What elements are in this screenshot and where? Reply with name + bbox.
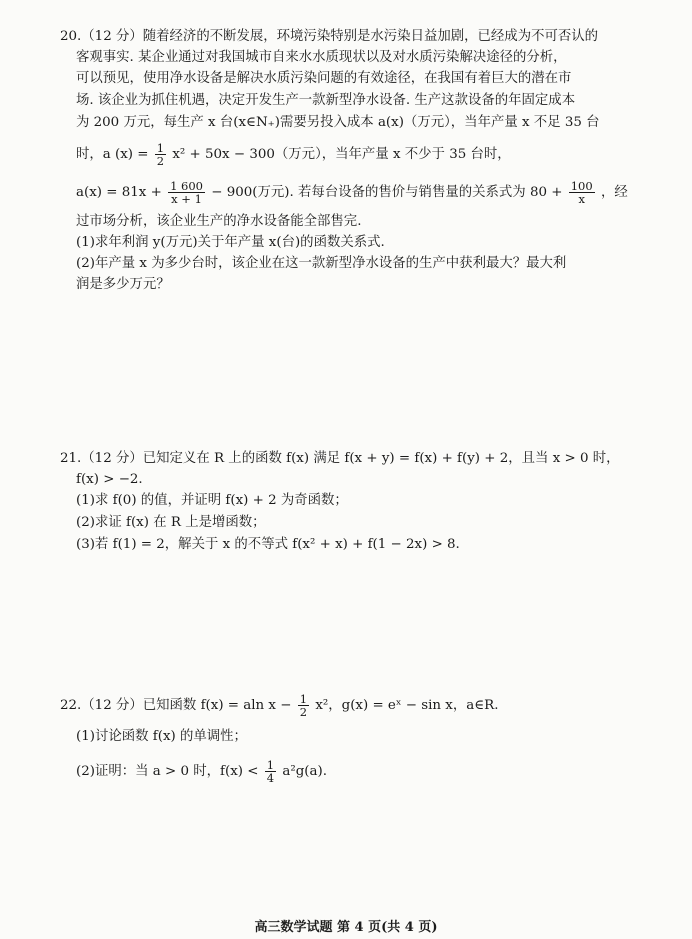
page-footer: 高三数学试题 第 4 页(共 4 页) <box>254 920 438 935</box>
frac-numerator: 1 <box>299 692 308 706</box>
fraction-100-over-x <box>569 180 595 205</box>
q20-line-1: 20.（12 分）随着经济的不断发展，环境污染特别是水污染日益加剧，已经成为不可否认的 <box>60 29 599 44</box>
q20-line-8: 过市场分析，该企业生产的净水设备能全部售完. <box>76 214 362 229</box>
q22-line-1-text-b: x²，g(x) = eˣ − sin x，a∈R. <box>315 698 499 714</box>
fraction-one-quarter <box>265 759 276 784</box>
q22-line-1 <box>60 693 498 718</box>
q20-line-2: 客观事实. 某企业通过对我国城市自来水水质现状以及对水质污染解决途径的分析， <box>76 50 567 65</box>
q20-line-7-text-b: − 900(万元). 若每台设备的售价与销售量的关系式为 80 + <box>211 185 563 201</box>
q20-part-1: (1)求年利润 y(万元)关于年产量 x(台)的函数关系式. <box>76 235 385 250</box>
frac-numerator: 1 <box>266 758 275 772</box>
q22-part-2 <box>76 759 327 784</box>
q20-line-3: 可以预见，使用净水设备是解决水质污染问题的有效途径，在我国有着巨大的潜在市 <box>76 71 572 86</box>
q20-line-6-text-a: 时，a (x) = <box>76 147 149 163</box>
q20-line-4: 场. 该企业为抓住机遇，决定开发生产一款新型净水设备. 生产这款设备的年固定成本 <box>76 93 576 108</box>
q20-line-7 <box>76 180 628 205</box>
q21-line-1: 21.（12 分）已知定义在 R 上的函数 f(x) 满足 f(x + y) = f(x) + f(y) + 2，且当 x > 0 时， <box>60 451 620 466</box>
q20-part-2-line-2: 润是多少万元？ <box>76 277 170 292</box>
q20-line-7-text-a: a(x) = 81x + <box>76 185 162 201</box>
q21-part-2: (2)求证 f(x) 在 R 上是增函数； <box>76 515 266 530</box>
q22-part-1: (1)讨论函数 f(x) 的单调性； <box>76 729 247 744</box>
q20-line-6-text-b: x² + 50x − 300（万元），当年产量 x 不少于 35 台时， <box>172 147 511 163</box>
q22-line-1-text-a: 22.（12 分）已知函数 f(x) = aln x − <box>60 698 292 714</box>
fraction-one-half <box>298 693 309 718</box>
frac-denominator: 4 <box>266 771 275 786</box>
frac-denominator: x <box>578 192 585 207</box>
fraction-one-half <box>155 142 166 167</box>
q21-part-3: (3)若 f(1) = 2，解关于 x 的不等式 f(x² + x) + f(1 − 2x) > 8. <box>76 537 460 552</box>
frac-denominator: 2 <box>299 705 308 720</box>
q21-part-1: (1)求 f(0) 的值，并证明 f(x) + 2 为奇函数； <box>76 493 348 508</box>
frac-denominator: 2 <box>156 154 165 169</box>
q22-part-2-text-b: a²g(a). <box>282 764 327 780</box>
q20-line-5: 为 200 万元，每生产 x 台(x∈N₊)需要另投入成本 a(x)（万元），当年产量 x 不足 35 台 <box>76 115 600 130</box>
frac-denominator: x + 1 <box>171 192 202 207</box>
q21-line-2: f(x) > −2. <box>76 472 143 487</box>
q20-part-2-line-1: (2)年产量 x 为多少台时，该企业在这一款新型净水设备的生产中获利最大？最大利 <box>76 256 567 271</box>
frac-numerator: 100 <box>570 179 593 193</box>
q22-part-2-text-a: (2)证明：当 a > 0 时，f(x) < <box>76 764 259 780</box>
frac-numerator: 1 600 <box>170 179 203 193</box>
q20-line-6 <box>76 142 511 167</box>
q20-line-7-text-c: ，经 <box>600 185 628 201</box>
fraction-1600-over-x-plus-1 <box>168 180 205 205</box>
frac-numerator: 1 <box>156 141 165 155</box>
